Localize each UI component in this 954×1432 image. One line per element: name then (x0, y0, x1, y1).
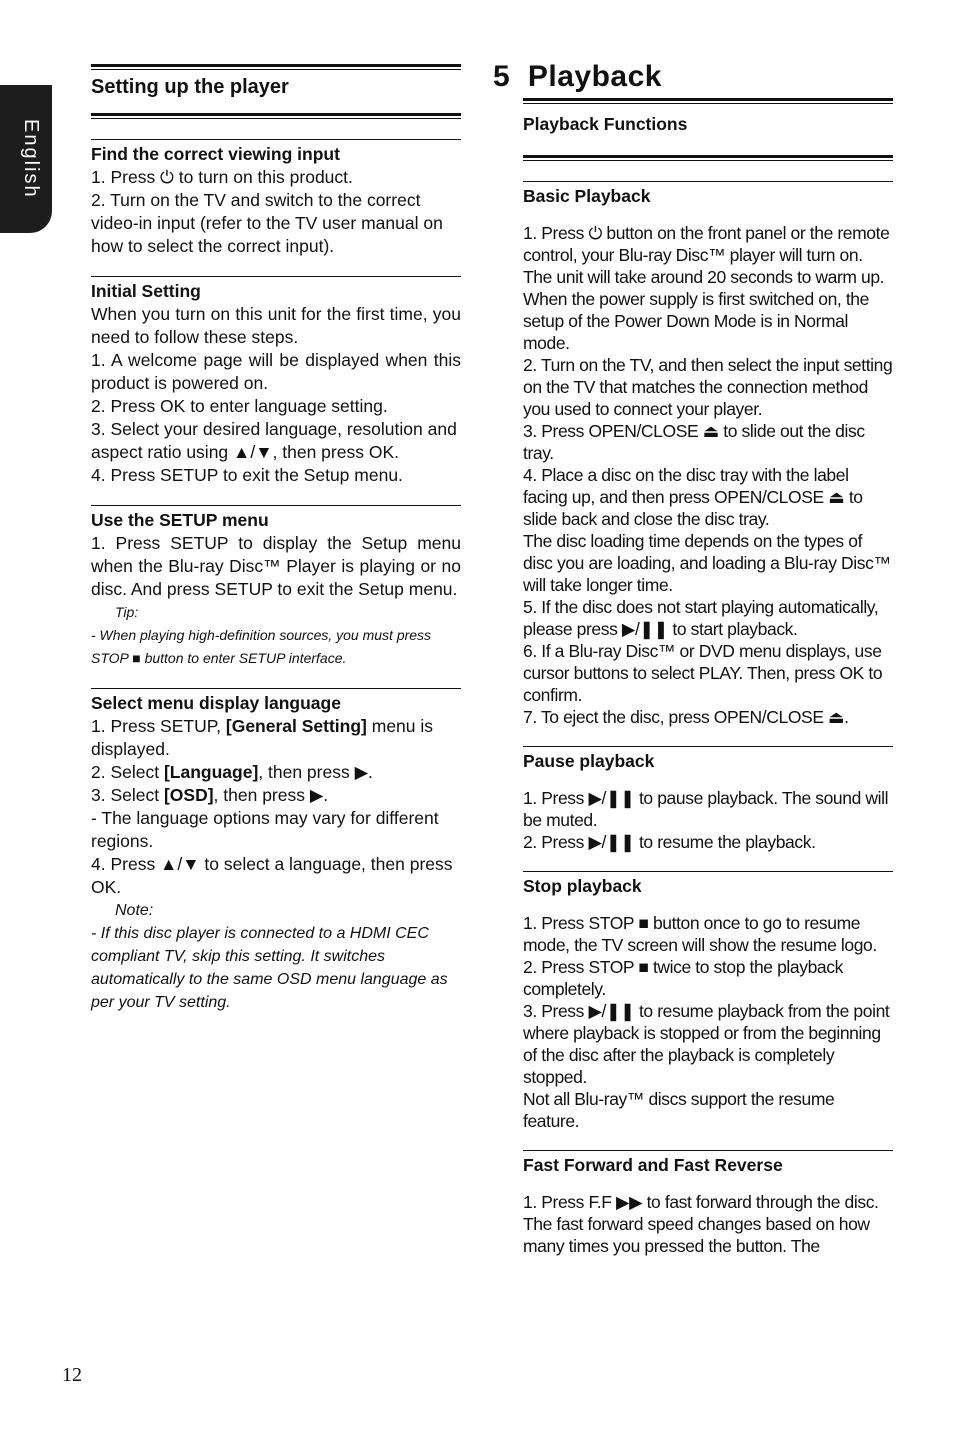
paragraph: 4. Press ▲/▼ to select a language, then press OK. (91, 854, 453, 897)
section-title: Stop playback (523, 876, 642, 896)
paragraph: 1. Press ⏻ button on the front panel or the remote control, your Blu-ray Disc™ player will turn on. (523, 223, 890, 265)
paragraph: 5. If the disc does not start playing automatically, please press ▶/❚❚ to start playback. (523, 597, 879, 639)
section-header: Setting up the player (91, 76, 289, 98)
language-side-tab (0, 85, 52, 233)
section-title: Initial Setting (91, 281, 201, 301)
note-label: Note: (115, 902, 154, 919)
tip-label: Tip: (115, 604, 139, 620)
left-column (91, 64, 461, 1014)
paragraph: - The language options may vary for different regions. (91, 808, 439, 851)
section-rule (523, 871, 893, 872)
paragraph: 3. Select [OSD], then press ▶. (91, 785, 329, 805)
section-title: Find the correct viewing input (91, 144, 340, 164)
section-title: Select menu display language (91, 693, 341, 713)
paragraph: 2. Turn on the TV and switch to the correct video-in input (refer to the TV user manual on how to select the correct input). (91, 190, 443, 256)
section-title: Pause playback (523, 751, 655, 771)
section-rule (523, 1150, 893, 1151)
page-number: 12 (62, 1364, 82, 1386)
paragraph: 1. Press SETUP, [General Setting] menu is displayed. (91, 716, 434, 759)
paragraph: 4. Press SETUP to exit the Setup menu. (91, 465, 403, 485)
paragraph: 1. Press ⏻ to turn on this product. (91, 167, 353, 187)
paragraph: 3. Select your desired language, resolution and aspect ratio using ▲/▼, then press OK. (91, 419, 457, 462)
section-rule (91, 276, 461, 277)
header-rule-top (91, 64, 461, 70)
chapter-rule (523, 98, 893, 104)
paragraph: 3. Press OPEN/CLOSE ⏏ to slide out the disc tray. (523, 421, 865, 463)
paragraph: 2. Select [Language], then press ▶. (91, 762, 373, 782)
paragraph: Not all Blu-ray™ discs support the resume feature. (523, 1089, 835, 1131)
tip-text: - When playing high-definition sources, you must press (91, 627, 432, 643)
section-title: Fast Forward and Fast Reverse (523, 1155, 783, 1175)
paragraph: 2. Press OK to enter language setting. (91, 396, 388, 416)
section-rule (91, 688, 461, 689)
paragraph: 2. Press ▶/❚❚ to resume the playback. (523, 832, 816, 852)
paragraph: 1. A welcome page will be displayed when this product is powered on. (91, 350, 461, 393)
paragraph: 2. Press STOP ■ twice to stop the playback completely. (523, 957, 843, 999)
tip-text: STOP ■ button to enter SETUP interface. (91, 650, 347, 666)
paragraph: The disc loading time depends on the types of disc you are loading, and loading a Blu-ray Disc™ will take longer time. (523, 531, 891, 595)
section-rule (523, 181, 893, 182)
section-rule (91, 139, 461, 140)
chapter-title: 5 Playback (493, 60, 662, 93)
paragraph: 4. Place a disc on the disc tray with the label facing up, and then press OPEN/CLOSE ⏏ to slide back and close the disc tray. (523, 465, 863, 529)
paragraph: 3. Press ▶/❚❚ to resume playback from the point where playback is stopped or from the beginning of the disc after the playback is completely stopped. (523, 1001, 890, 1087)
section-title: Basic Playback (523, 186, 651, 206)
paragraph: The unit will take around 20 seconds to warm up. When the power supply is first switched on, the setup of the Power Down Mode is in Normal mode. (523, 267, 885, 353)
right-column (493, 60, 893, 1257)
section-rule (91, 505, 461, 506)
section-title: Use the SETUP menu (91, 510, 269, 530)
section-rule (523, 746, 893, 747)
paragraph: 1. Press SETUP to display the Setup menu when the Blu-ray Disc™ Player is playing or no disc. And press SETUP to exit the Setup menu. (91, 533, 461, 599)
paragraph: 6. If a Blu-ray Disc™ or DVD menu displays, use cursor buttons to select PLAY. Then, press OK to confirm. (523, 641, 883, 705)
paragraph: 7. To eject the disc, press OPEN/CLOSE ⏏. (523, 707, 849, 727)
paragraph: 1. Press F.F ▶▶ to fast forward through the disc. The fast forward speed changes based on how many times you pressed the button. The (523, 1192, 879, 1256)
paragraph: 1. Press STOP ■ button once to go to resume mode, the TV screen will show the resume logo. (523, 913, 877, 955)
subheader: Playback Functions (523, 114, 688, 134)
paragraph: When you turn on this unit for the first time, you need to follow these steps. (91, 304, 461, 347)
language-tab-label: English (20, 119, 42, 199)
paragraph: 2. Turn on the TV, and then select the input setting on the TV that matches the connection method you used to connect your player. (523, 355, 893, 419)
paragraph: 1. Press ▶/❚❚ to pause playback. The sound will be muted. (523, 788, 889, 830)
note-text: - If this disc player is connected to a HDMI CEC compliant TV, skip this setting. It switches automatically to the same OSD menu language as per your TV setting. (91, 925, 448, 1011)
